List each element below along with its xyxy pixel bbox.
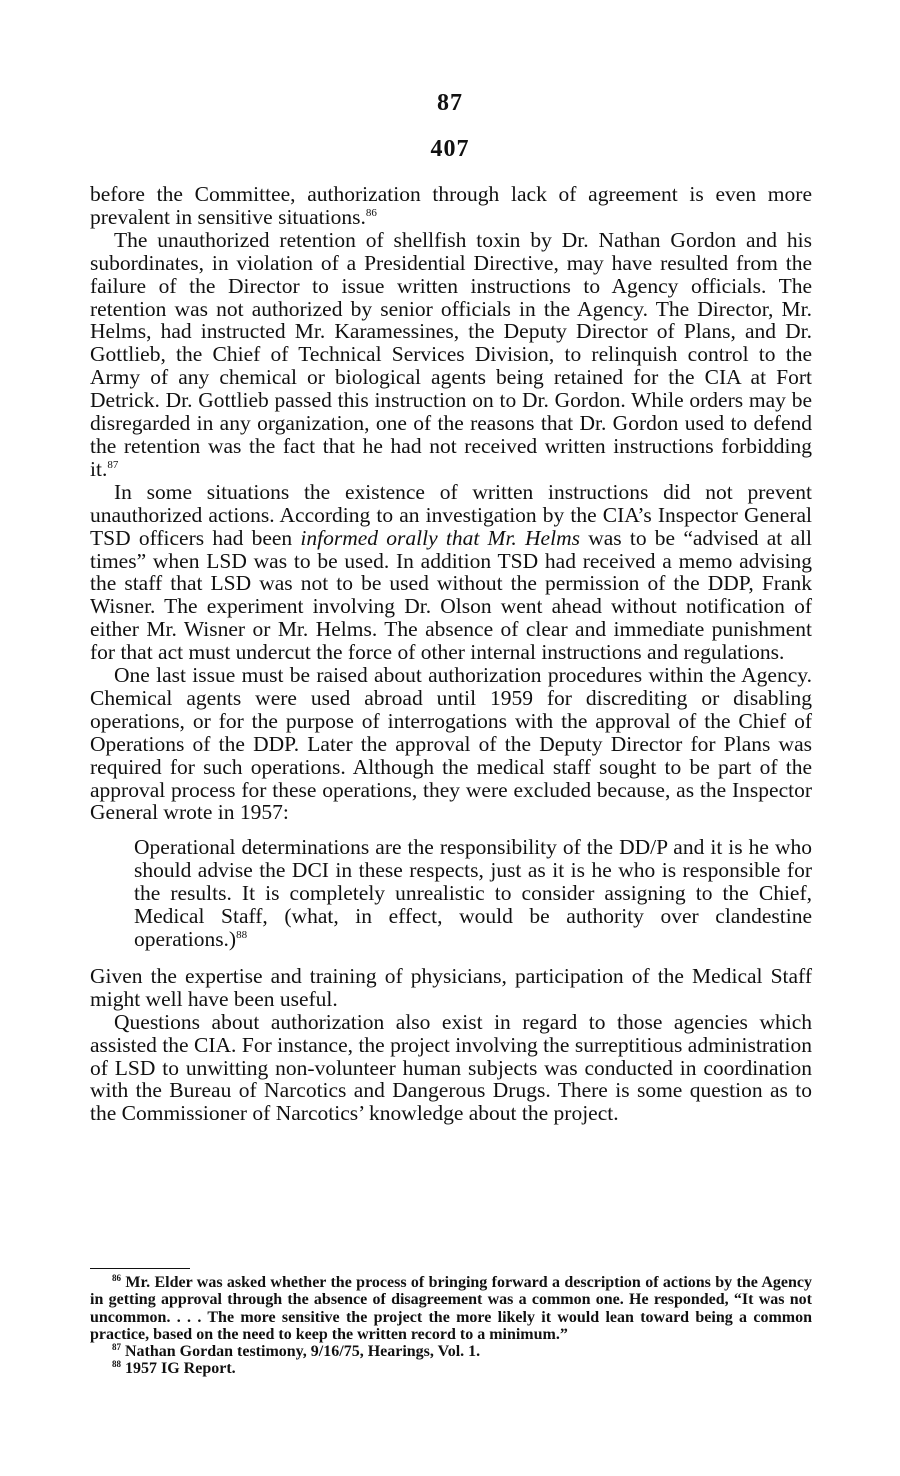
paragraph-continuation: before the Committee, authorization through lack of agreement is even more prevalent in sensitive situations.$^{86}$ <box>90 182 812 229</box>
footnote-ref: 86 <box>365 206 377 219</box>
page-number-outer: 87 <box>437 90 463 116</box>
paragraph-assisting-agencies: Questions about authorization also exist in regard to those agencies which assisted the CIA. For instance, the project involving the surreptitious administration of LSD to unwitting non-volunteer human subjects was conducted in coordination with the Bureau of Narcotics and Dangerous Drugs. There is some question as to the Commissioner of Narcotics’ knowledge about the project. <box>90 1009 812 1126</box>
block-quote: Operational determinations are the responsibility of the DD/P and it is he who should advise the DCI in these respects, just as it is he who is responsible for the results. It is completely unrealistic to consider assigning to the Chief, Medical Staff, (what, in effect, would be authority over clandestine operations.)$^{88}$ <box>134 835 812 951</box>
paragraph-shellfish-toxin: The unauthorized retention of shellfish toxin by Dr. Nathan Gordon and his subordinates, in violation of a Presidential Directive, may have resulted from the failure of the Director to issue written instructions to Agency officials. The retention was not authorized by senior officials in the Agency. The Director, Mr. Helms, had instructed Mr. Karamessines, the Deputy Director of Plans, and Dr. Gottlieb, the Chief of Technical Services Division, to relinquish control to the Army of any chemical or biological agents being retained for the CIA at Fort Detrick. Dr. Gottlieb passed this instruction on to Dr. Gordon. While orders may be disregarded in any organization, one of the reasons that Dr. Gordon used to defend the retention was the fact that he had not received written instructions forbidding it.$^{87}$ <box>90 227 812 481</box>
footnote-ref: 87 <box>107 458 119 471</box>
footnote-87: $^{87}$ Nathan Gordan testimony, 9/16/75, Hearings, Vol. 1. <box>112 1342 481 1361</box>
page-number-inner: 407 <box>430 136 470 162</box>
footnote-ref: 88 <box>236 929 248 941</box>
body-text <box>90 183 812 1125</box>
paragraph-authorization-procedures: One last issue must be raised about authorization procedures within the Agency. Chemical agents were used abroad until 1959 for discrediting or disabling operations, or for the purpose of interrogations with the approval of the Chief of Operations of the DDP. Later the approval of the Deputy Director for Plans was required for such operations. Although the medical staff sought to be part of the approval process for these operations, they were excluded because, as the Inspector General wrote in 1957: <box>90 663 812 825</box>
paragraph-medical-staff: Given the expertise and training of physicians, participation of the Medical Staff might well have been useful. <box>90 963 812 1011</box>
paragraph-written-instructions: In some situations the existence of written instructions did not prevent unauthorized actions. According to an investigation by the CIA’s Inspector General TSD officers had been informed orally that Mr. Helms was to be “advised at all times” when LSD was to be used. In addition TSD had received a memo advising the staff that LSD was not to be used without the permission of the DDP, Frank Wisner. The experiment involving Dr. Olson went ahead without notification of either Mr. Wisner or Mr. Helms. The absence of clear and immediate punishment for that act must undercut the force of other internal instructions and regulations. <box>90 479 812 665</box>
footnote-rule <box>90 1268 190 1269</box>
italic-phrase: informed orally that Mr. Helms <box>300 525 580 550</box>
footnote-86: $^{86}$ Mr. Elder was asked whether the process of bringing forward a description of actions by the Agency in getting approval through the absence of disagreement was a common one. He responded, “It was not uncommon. . . . The more sensitive the project the more likely it would lean toward being a common practice, based on the need to keep the written record to a minimum.” <box>90 1273 813 1343</box>
footnotes <box>90 1274 812 1378</box>
footnote-88: $^{88}$ 1957 IG Report. <box>112 1359 236 1378</box>
